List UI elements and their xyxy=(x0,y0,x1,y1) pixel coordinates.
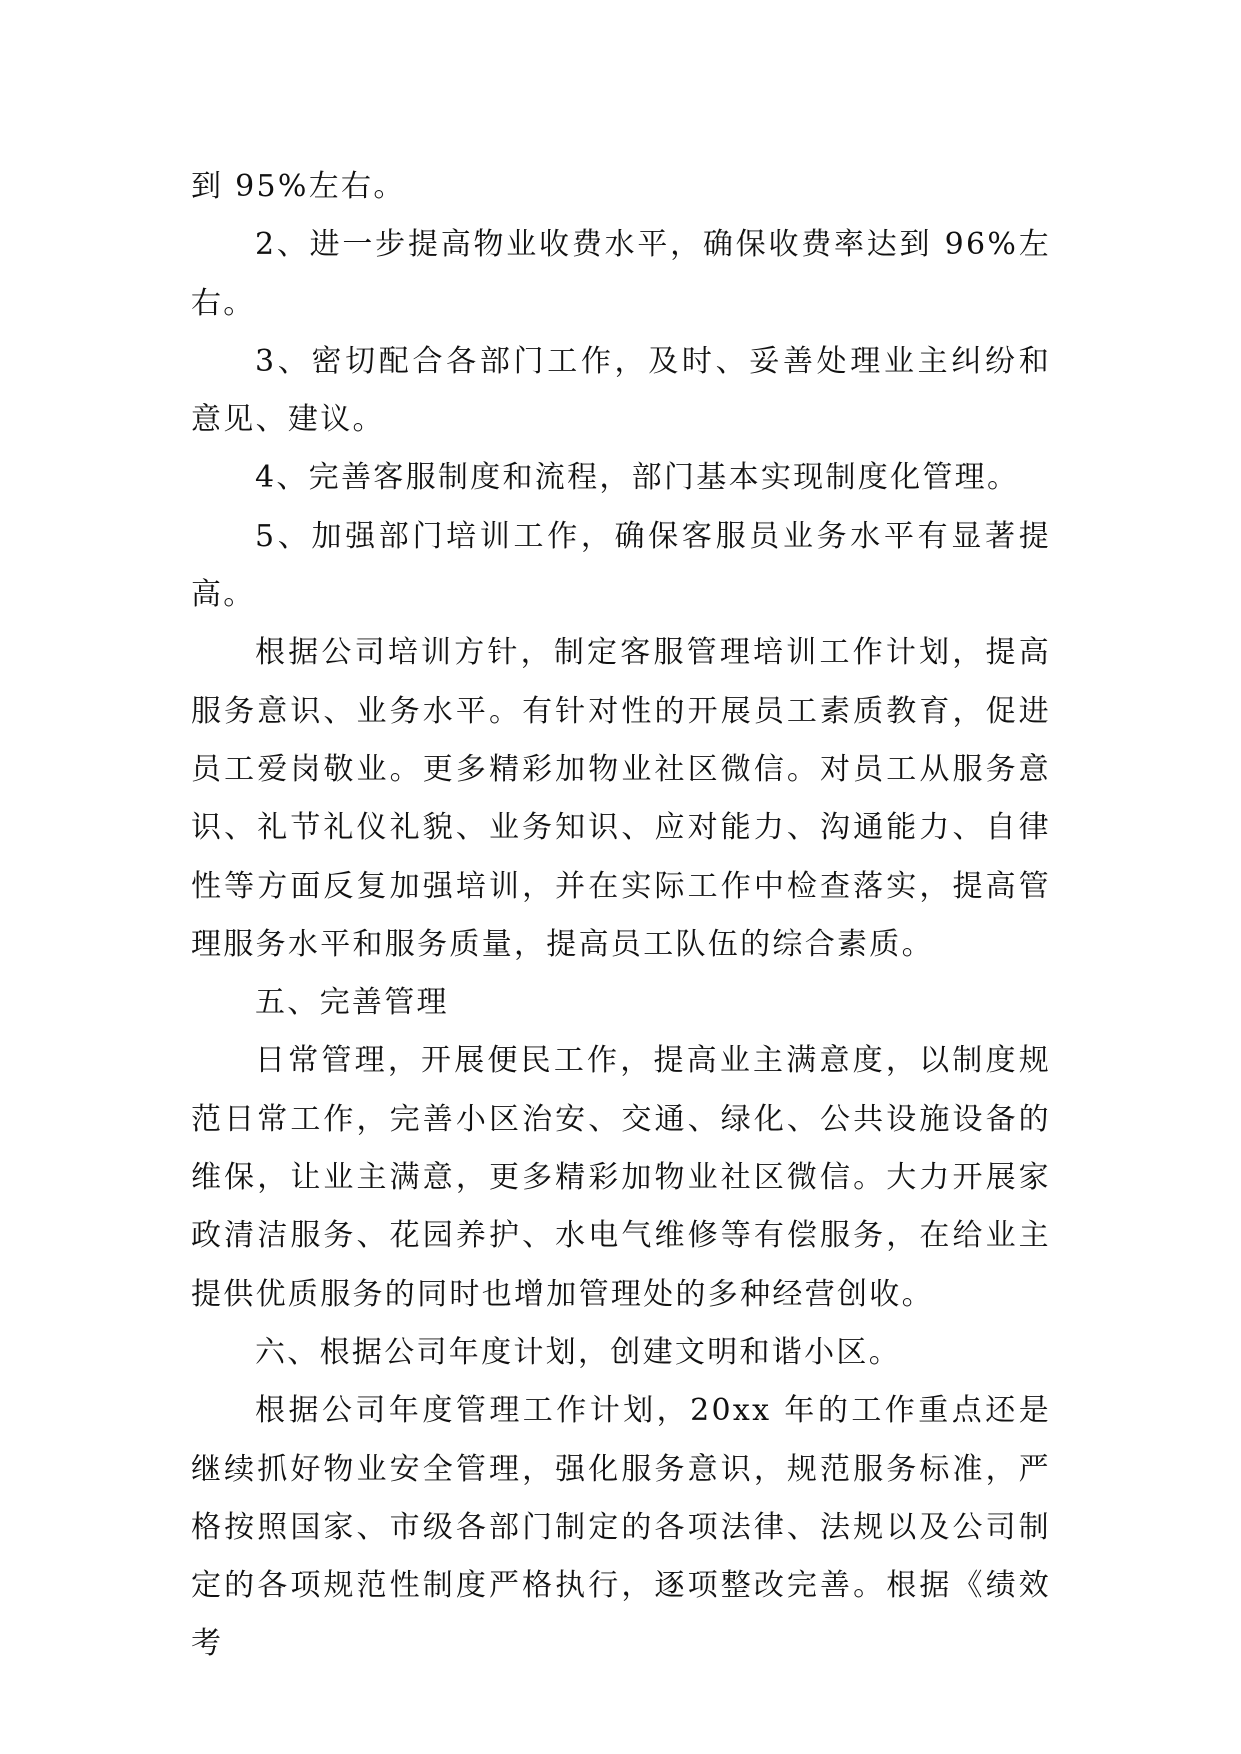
paragraph-continuation: 到 95%左右。 xyxy=(191,169,406,204)
list-item-2: 2、进一步提高物业收费水平，确保收费率达到 96%左右。 xyxy=(191,227,1051,321)
list-item-3: 3、密切配合各部门工作，及时、妥善处理业主纠纷和意见、建议。 xyxy=(191,343,1051,438)
paragraph-training: 根据公司培训方针，制定客服管理培训工作计划，提高服务意识、业务水平。有针对性的开展员工素质教育，促进员工爱岗敬业。更多精彩加物业社区微信。对员工从服务意识、礼节礼仪礼貌、业务知识、应对能力、沟通能力、自律性等方面反复加强培训，并在实际工作中检查落实，提高管理服务水平和服务质量，提高员工队伍的综合素质。 xyxy=(191,635,1051,962)
list-item-4: 4、完善客服制度和流程，部门基本实现制度化管理。 xyxy=(255,460,1020,496)
section-heading-5: 五、完善管理 xyxy=(255,985,449,1021)
section-heading-6: 六、根据公司年度计划，创建文明和谐小区。 xyxy=(255,1334,901,1370)
document-body xyxy=(191,158,1051,1674)
list-item-5: 5、加强部门培训工作，确保客服员业务水平有显著提高。 xyxy=(191,518,1051,613)
paragraph-daily-management: 日常管理，开展便民工作，提高业主满意度，以制度规范日常工作，完善小区治安、交通、绿化、公共设施设备的维保，让业主满意，更多精彩加物业社区微信。大力开展家政清洁服务、花园养护、水电气维修等有偿服务，在给业主提供优质服务的同时也增加管理处的多种经营创收。 xyxy=(191,1043,1051,1312)
paragraph-annual-plan: 根据公司年度管理工作计划，20xx 年的工作重点还是继续抓好物业安全管理，强化服务意识，规范服务标准，严格按照国家、市级各部门制定的各项法律、法规以及公司制定的各项规范性制度严格执行，逐项整改完善。根据《绩效考 xyxy=(191,1393,1051,1662)
